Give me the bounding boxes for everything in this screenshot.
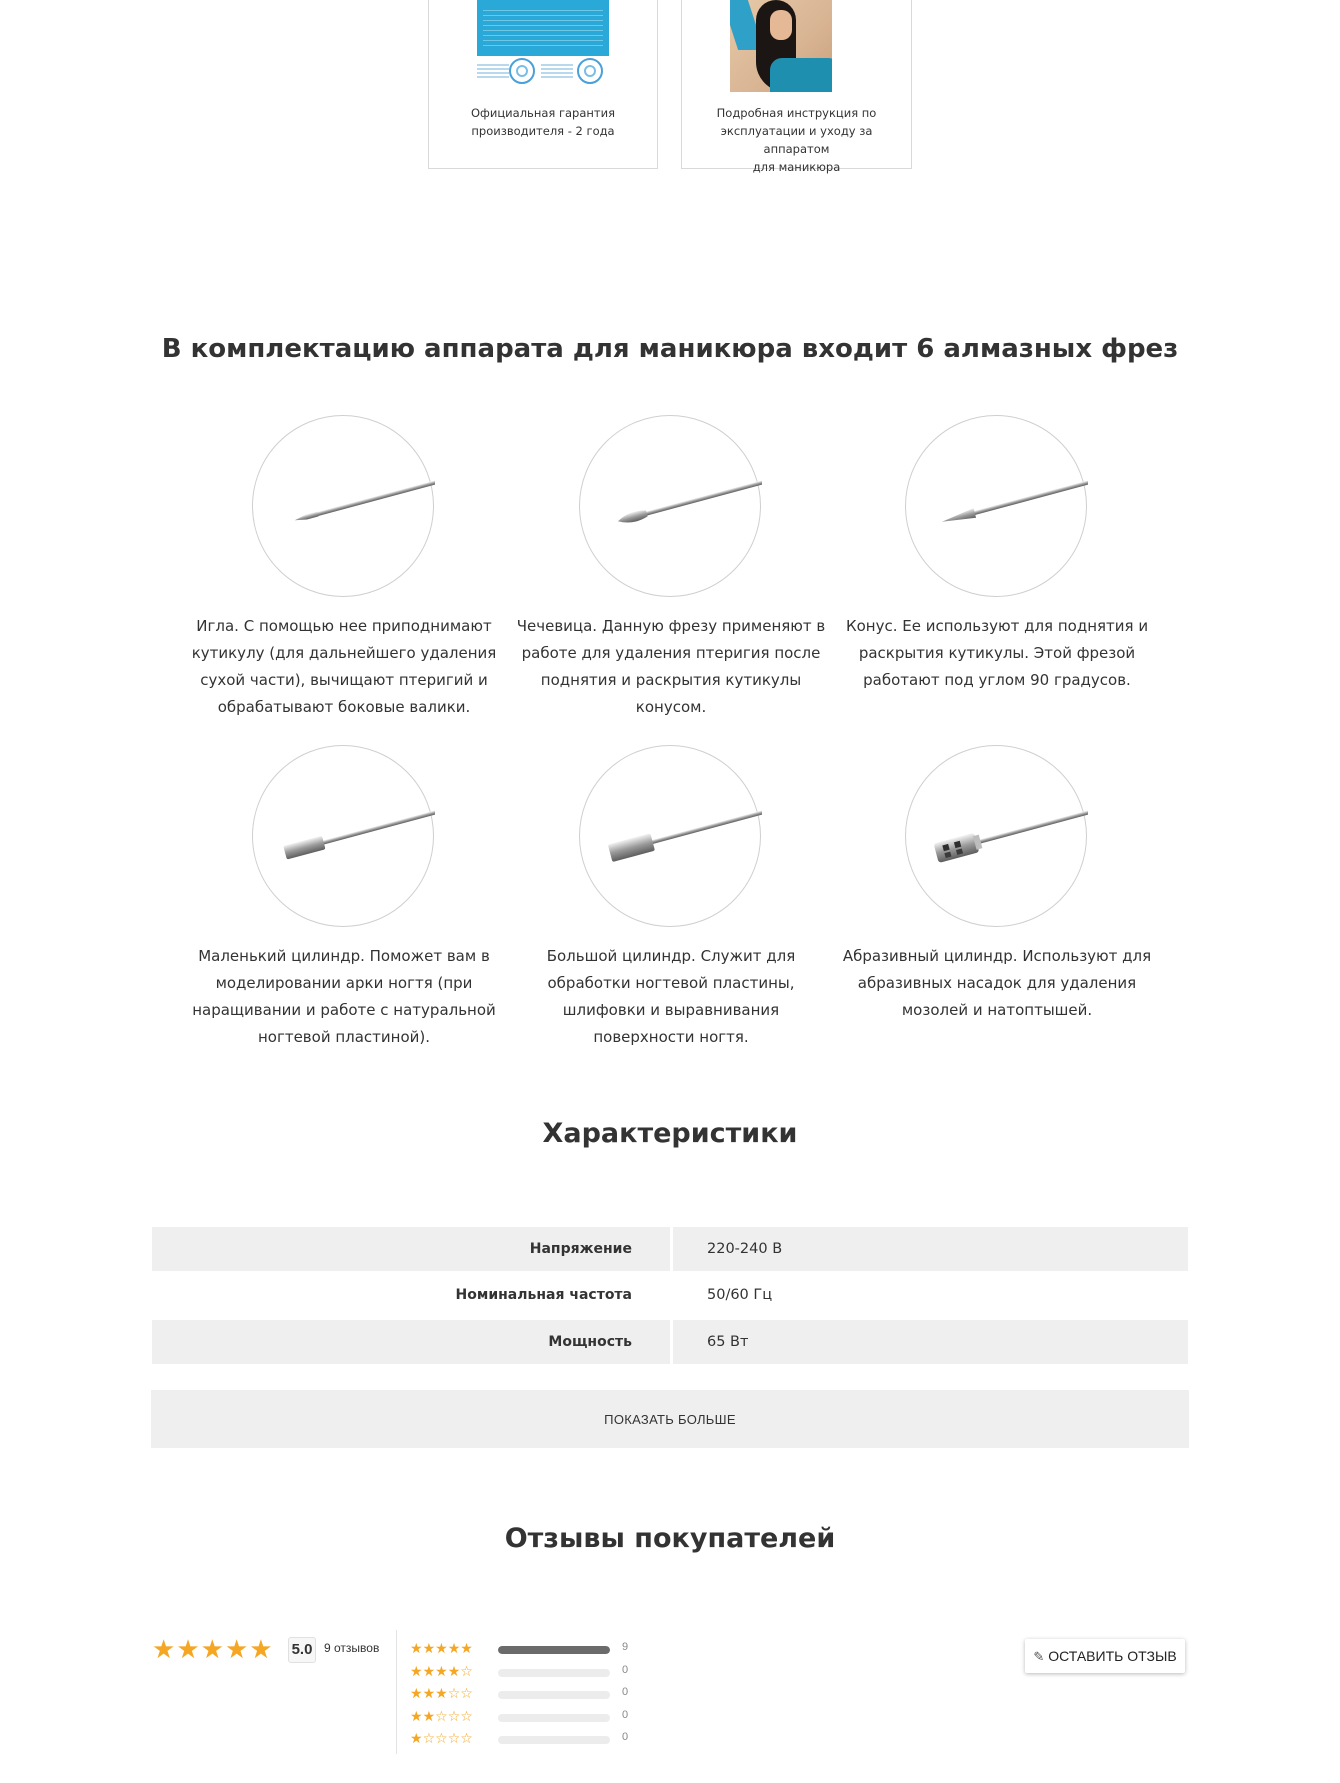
burr-large-cylinder-image [579,745,761,927]
star-filled-icon: ★ [422,1663,436,1680]
spec-row [152,1227,1188,1271]
certificate-seal-icon [577,58,603,84]
star-filled-icon: ★ [249,1635,273,1665]
rating-bar [498,1714,610,1722]
certificate-seal-icon [509,58,535,84]
star-filled-icon: ★ [176,1635,200,1665]
star-empty-icon: ☆ [460,1663,473,1680]
spec-name: Номинальная частота [455,1287,632,1303]
average-rating-value: 5.0 [288,1637,316,1663]
star-filled-icon: ★ [410,1663,423,1680]
star-filled-icon: ★ [410,1731,423,1747]
rating-bar [498,1736,610,1744]
star-empty-icon: ☆ [422,1731,436,1747]
star-filled-icon: ★ [447,1641,461,1657]
star-empty-icon: ☆ [460,1731,473,1747]
spec-name: Напряжение [529,1241,632,1257]
burr-abrasive-cylinder-image [905,745,1087,927]
burr-description: Игла. С помощью нее приподнимают кутикулу (для дальнейшего удаления сухой части), вычищают птеригий и обрабатывают боковые валики. [191,617,497,716]
divider [396,1630,397,1754]
star-empty-icon: ☆ [460,1686,473,1702]
certificate-seals [477,56,609,88]
star-filled-icon: ★ [200,1635,224,1665]
rating-bar [498,1669,610,1677]
spec-value: 50/60 Гц [707,1287,773,1303]
mini-stars [410,1730,473,1748]
reviews-count[interactable]: 9 отзывов [324,1641,380,1655]
instruction-manual-cover-image [730,0,832,92]
spec-value: 220-240 В [707,1241,783,1257]
star-empty-icon: ☆ [447,1731,461,1747]
rating-count: 0 [622,1708,629,1721]
rating-count: 0 [622,1686,629,1698]
specs-section-title: Характеристики [542,1118,798,1149]
star-filled-icon: ★ [410,1686,423,1702]
star-filled-icon: ★ [422,1641,436,1657]
rating-count: 0 [622,1731,629,1743]
star-empty-icon: ☆ [447,1686,461,1702]
reviews-section-title: Отзывы покупателей [504,1523,836,1554]
star-empty-icon: ☆ [447,1708,461,1725]
burr-small-cylinder-image [252,745,434,927]
spec-row [152,1320,1188,1364]
star-filled-icon: ★ [410,1708,423,1725]
warranty-certificate-image [477,0,609,56]
burr-lentil-image [579,415,761,597]
average-rating-stars [152,1636,274,1664]
burr-needle-image [252,415,434,597]
star-filled-icon: ★ [460,1641,473,1657]
rating-bar [498,1646,610,1654]
spec-name: Мощность [548,1334,632,1350]
burr-description: Большой цилиндр. Служит для обработки ногтевой пластины, шлифовки и выравнивания поверхности ногтя. [546,947,796,1046]
burr-description: Конус. Ее используют для поднятия и раскрытия кутикулы. Этой фрезой работают под углом 90 градусов. [845,617,1149,689]
star-filled-icon: ★ [224,1635,249,1665]
star-filled-icon: ★ [435,1663,448,1680]
rating-count: 9 [622,1641,629,1653]
burr-description: Маленький цилиндр. Поможет вам в моделировании арки ногтя (при наращивании и работе с натуральной ногтевой пластиной). [192,947,496,1046]
warranty-caption: Официальная гарантия производителя - 2 года [470,106,616,138]
star-filled-icon: ★ [152,1635,176,1665]
pencil-icon: ✎ [1033,1648,1045,1664]
burr-description: Абразивный цилиндр. Используют для абразивных насадок для удаления мозолей и натоптышей. [842,947,1152,1019]
burr-cone-image [905,415,1087,597]
mini-stars [410,1708,473,1726]
rating-bar [498,1691,610,1699]
star-empty-icon: ☆ [435,1708,448,1725]
burr-description: Чечевица. Данную фрезу применяют в работе для удаления птеригия после поднятия и раскрытия кутикулы конусом. [516,617,826,716]
mini-stars [410,1685,473,1703]
mini-stars [410,1640,473,1658]
star-filled-icon: ★ [410,1641,423,1657]
instruction-caption: Подробная инструкция по эксплуатации и уходу за аппаратом для маникюра [716,106,877,174]
spec-value: 65 Вт [707,1334,749,1350]
burrs-section-title: В комплектацию аппарата для маникюра входит 6 алмазных фрез [161,334,1179,364]
rating-bar-fill [498,1646,610,1654]
star-filled-icon: ★ [422,1686,436,1702]
star-empty-icon: ☆ [460,1708,473,1725]
star-filled-icon: ★ [422,1708,436,1725]
warranty-card [428,0,658,169]
show-more-button[interactable]: ПОКАЗАТЬ БОЛЬШЕ [151,1390,1189,1448]
star-filled-icon: ★ [435,1641,448,1657]
mini-stars [410,1663,473,1681]
instruction-card [681,0,912,174]
leave-review-button[interactable] [1025,1639,1185,1673]
spec-row [152,1273,1188,1317]
star-empty-icon: ☆ [435,1731,448,1747]
star-filled-icon: ★ [435,1686,448,1702]
star-filled-icon: ★ [447,1663,461,1680]
rating-count: 0 [622,1663,629,1676]
leave-review-label: ОСТАВИТЬ ОТЗЫВ [1048,1647,1177,1664]
